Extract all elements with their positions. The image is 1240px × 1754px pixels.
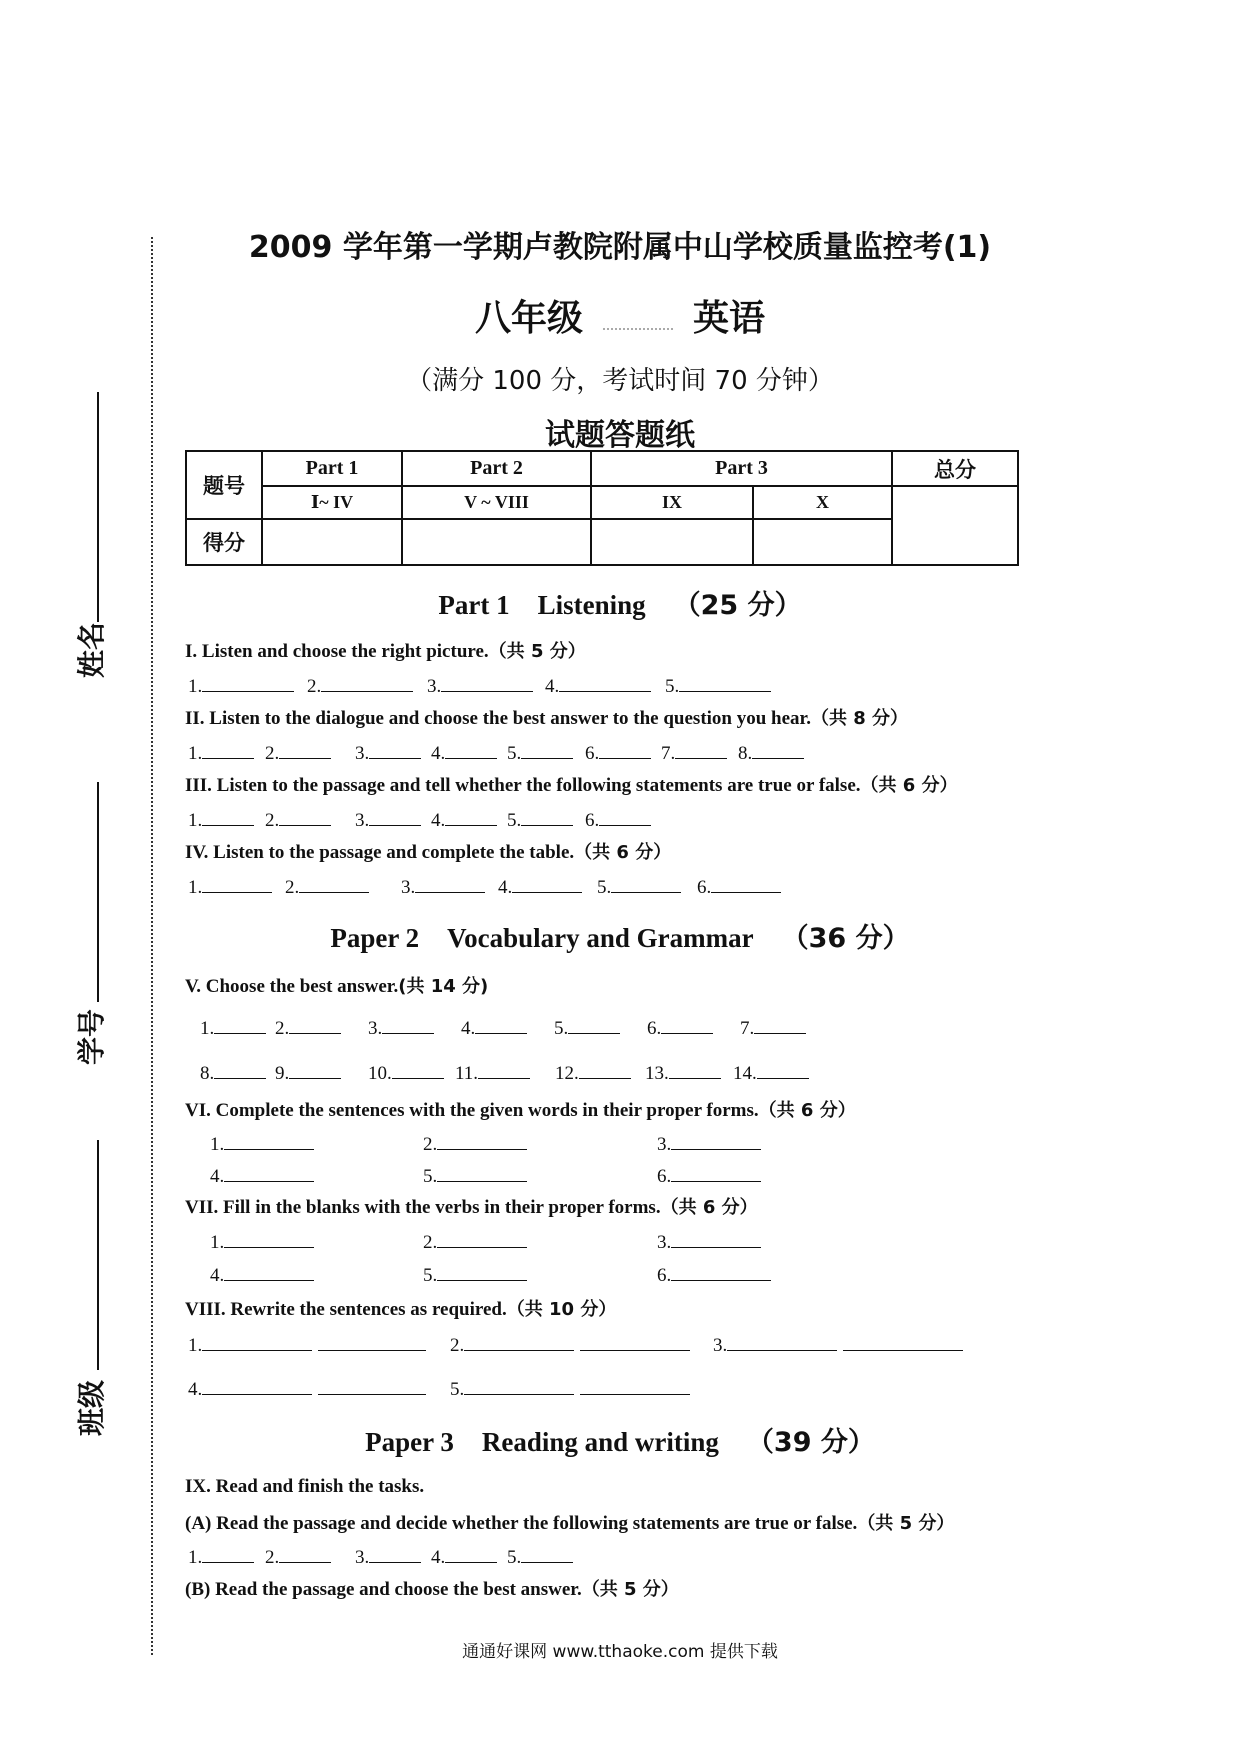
answer-blank[interactable]: 14. xyxy=(733,1060,809,1085)
question-3-text: III. Listen to the passage and tell whether the following statements are true or false. xyxy=(185,775,861,796)
section-paper3-heading xyxy=(185,1420,1055,1459)
name-write-line xyxy=(97,392,99,622)
answer-blank[interactable]: 2. xyxy=(307,673,413,698)
question-6-points: （共 6 分） xyxy=(758,1100,856,1121)
answer-blank[interactable]: 4. xyxy=(210,1262,314,1287)
answer-blank[interactable]: 7. xyxy=(740,1015,806,1040)
answer-blank[interactable]: 1. xyxy=(188,673,294,698)
answer-sheet-title: 试题答题纸 xyxy=(545,418,695,453)
answer-row-q7b xyxy=(185,1262,805,1288)
score-cell-x[interactable] xyxy=(753,519,892,565)
answer-row-q9a xyxy=(185,1544,605,1570)
answer-blank[interactable]: 6. xyxy=(585,807,651,832)
part3-sub-ix: IX xyxy=(591,486,753,519)
question-1-text: I. Listen and choose the right picture. xyxy=(185,641,489,662)
answer-row-q5b xyxy=(185,1060,825,1086)
question-8-text: VIII. Rewrite the sentences as required. xyxy=(185,1299,507,1320)
question-5-heading xyxy=(185,972,488,998)
question-9b-heading xyxy=(185,1575,679,1601)
section-part1-label: Part 1 xyxy=(438,590,510,620)
answer-blank[interactable]: 1. xyxy=(210,1229,314,1254)
part1-header: Part 1 xyxy=(262,451,402,486)
answer-blank[interactable]: 5. xyxy=(507,1544,573,1569)
question-7-heading xyxy=(185,1193,758,1219)
part1-sub-header: Ⅰ~ IV xyxy=(262,486,402,519)
answer-blank[interactable]: 5. xyxy=(507,740,573,765)
class-label: 班级 xyxy=(75,1380,108,1437)
question-6-text: VI. Complete the sentences with the given words in their proper forms. xyxy=(185,1100,759,1121)
answer-blank[interactable]: 6. xyxy=(657,1262,771,1287)
binding-dotted-line xyxy=(151,237,153,1655)
answer-blank[interactable]: 3. xyxy=(401,874,485,899)
answer-blank[interactable]: 1. xyxy=(188,1544,254,1569)
question-6-heading xyxy=(185,1096,856,1122)
answer-blank[interactable]: 4. xyxy=(431,1544,497,1569)
answer-blank[interactable]: 4. xyxy=(431,740,497,765)
dotted-separator xyxy=(603,318,673,330)
section-part1-heading xyxy=(185,583,1055,622)
total-score-cell[interactable] xyxy=(892,486,1018,565)
question-9a-text: (A) Read the passage and decide whether the following statements are true or false. xyxy=(185,1513,858,1534)
question-3-points: （共 6 分） xyxy=(860,775,958,796)
answer-blank[interactable]: 2. xyxy=(265,1544,331,1569)
score-cell-part2[interactable] xyxy=(402,519,591,565)
answer-blank[interactable]: 4. xyxy=(431,807,497,832)
section-part1-points: （25 分） xyxy=(673,590,802,621)
answer-blank[interactable]: 2. xyxy=(450,1332,690,1357)
answer-blank[interactable]: 5. xyxy=(665,673,771,698)
question-8-points: （共 10 分） xyxy=(506,1299,617,1320)
answer-blank[interactable]: 5. xyxy=(450,1376,690,1401)
answer-blank[interactable]: 3. xyxy=(657,1229,761,1254)
answer-row-q7a xyxy=(185,1229,805,1255)
answer-blank[interactable]: 5. xyxy=(554,1015,620,1040)
answer-row-q6b xyxy=(185,1163,805,1189)
answer-blank[interactable]: 6. xyxy=(647,1015,713,1040)
answer-row-q6a xyxy=(185,1131,805,1157)
answer-blank[interactable]: 1. xyxy=(200,1015,266,1040)
question-3-heading xyxy=(185,771,958,797)
answer-blank[interactable]: 6. xyxy=(585,740,651,765)
grade-label: 八年级 xyxy=(474,298,583,339)
id-label: 学号 xyxy=(75,1009,108,1066)
answer-blank[interactable]: 3. xyxy=(368,1015,434,1040)
question-7-points: （共 6 分） xyxy=(660,1197,758,1218)
answer-blank[interactable]: 1. xyxy=(188,807,254,832)
answer-blank[interactable]: 8. xyxy=(738,740,804,765)
exam-title: 2009 学年第一学期卢教院附属中山学校质量监控考(1) xyxy=(248,230,992,265)
score-cell-part1[interactable] xyxy=(262,519,402,565)
name-label: 姓名 xyxy=(75,622,108,679)
question-2-text: II. Listen to the dialogue and choose the best answer to the question you hear. xyxy=(185,708,811,729)
answer-row-q4 xyxy=(185,874,805,900)
section-part1-name: Listening xyxy=(537,590,646,620)
answer-blank[interactable]: 3. xyxy=(713,1332,963,1357)
part3-sub-x: X xyxy=(753,486,892,519)
answer-blank[interactable]: 9. xyxy=(275,1060,341,1085)
answer-blank[interactable]: 2. xyxy=(285,874,369,899)
question-1-heading xyxy=(185,637,586,663)
question-9b-text: (B) Read the passage and choose the best answer. xyxy=(185,1579,582,1600)
question-9b-points: （共 5 分） xyxy=(581,1579,679,1600)
section-paper2-label: Paper 2 xyxy=(330,923,420,953)
exam-note: （满分 100 分，考试时间 70 分钟） xyxy=(406,366,834,396)
score-row-header: 得分 xyxy=(186,519,262,565)
answer-blank[interactable]: 4. xyxy=(188,1376,426,1401)
question-9-text: IX. Read and finish the tasks. xyxy=(185,1476,425,1497)
question-7-text: VII. Fill in the blanks with the verbs in their proper forms. xyxy=(185,1197,661,1218)
answer-blank[interactable]: 3. xyxy=(657,1131,761,1156)
section-paper3-label: Paper 3 xyxy=(365,1427,454,1457)
question-9a-heading xyxy=(185,1509,954,1535)
section-paper2-points: （36 分） xyxy=(781,923,910,954)
section-paper3-points: （39 分） xyxy=(746,1427,875,1458)
answer-blank[interactable]: 5. xyxy=(507,807,573,832)
answer-blank[interactable]: 5. xyxy=(423,1163,527,1188)
answer-blank[interactable]: 2. xyxy=(265,807,331,832)
answer-row-q3 xyxy=(185,807,685,833)
footer-credit: 通通好课网 www.tthaoke.com 提供下载 xyxy=(462,1642,778,1662)
question-4-text: IV. Listen to the passage and complete the table. xyxy=(185,842,575,863)
answer-blank[interactable]: 6. xyxy=(697,874,781,899)
part3-header: Part 3 xyxy=(591,451,892,486)
total-header: 总分 xyxy=(892,451,1018,486)
section-paper3-name: Reading and writing xyxy=(481,1427,719,1457)
part2-header: Part 2 xyxy=(402,451,591,486)
answer-blank[interactable]: 1. xyxy=(188,874,272,899)
question-1-points: （共 5 分） xyxy=(488,641,586,662)
answer-blank[interactable]: 1. xyxy=(188,1332,426,1357)
answer-blank[interactable]: 4. xyxy=(210,1163,314,1188)
question-5-points: (共 14 分) xyxy=(398,976,489,997)
answer-blank[interactable]: 8. xyxy=(200,1060,266,1085)
answer-blank[interactable]: 5. xyxy=(423,1262,527,1287)
answer-row-q1 xyxy=(185,673,785,699)
answer-blank[interactable]: 4. xyxy=(545,673,651,698)
answer-blank[interactable]: 12. xyxy=(555,1060,631,1085)
answer-blank[interactable]: 2. xyxy=(423,1131,527,1156)
answer-blank[interactable]: 11. xyxy=(455,1060,530,1085)
subject-label: 英语 xyxy=(693,298,766,339)
answer-blank[interactable]: 4. xyxy=(498,874,582,899)
score-table xyxy=(185,450,1019,566)
question-number-header: 题号 xyxy=(186,451,262,519)
answer-blank[interactable]: 7. xyxy=(661,740,727,765)
answer-blank[interactable]: 3. xyxy=(355,807,421,832)
question-2-points: （共 8 分） xyxy=(811,708,909,729)
answer-blank[interactable]: 2. xyxy=(265,740,331,765)
answer-blank[interactable]: 5. xyxy=(597,874,681,899)
question-4-heading xyxy=(185,838,671,864)
question-5-text: V. Choose the best answer. xyxy=(185,976,399,997)
score-cell-ix[interactable] xyxy=(591,519,753,565)
answer-blank[interactable]: 6. xyxy=(657,1163,761,1188)
answer-blank[interactable]: 3. xyxy=(427,673,533,698)
answer-row-q8a xyxy=(185,1332,995,1358)
answer-blank[interactable]: 1. xyxy=(210,1131,314,1156)
answer-row-q5a xyxy=(185,1015,825,1041)
id-write-line xyxy=(97,782,99,1002)
question-4-points: （共 6 分） xyxy=(574,842,672,863)
answer-blank[interactable]: 4. xyxy=(461,1015,527,1040)
answer-blank[interactable]: 3. xyxy=(355,1544,421,1569)
section-paper2-name: Vocabulary and Grammar xyxy=(447,923,754,953)
answer-row-q8b xyxy=(185,1376,785,1402)
grade-subject-line xyxy=(185,290,1055,341)
answer-blank[interactable]: 2. xyxy=(423,1229,527,1254)
answer-blank[interactable]: 10. xyxy=(368,1060,444,1085)
answer-blank[interactable]: 2. xyxy=(275,1015,341,1040)
question-9a-points: （共 5 分） xyxy=(857,1513,955,1534)
question-9-heading xyxy=(185,1476,424,1498)
question-2-heading xyxy=(185,704,908,730)
class-write-line xyxy=(97,1140,99,1370)
answer-blank[interactable]: 3. xyxy=(355,740,421,765)
answer-row-q2 xyxy=(185,740,825,766)
question-8-heading xyxy=(185,1295,616,1321)
part2-sub-header: V ~ VIII xyxy=(402,486,591,519)
section-paper2-heading xyxy=(185,916,1055,955)
answer-blank[interactable]: 13. xyxy=(645,1060,721,1085)
answer-blank[interactable]: 1. xyxy=(188,740,254,765)
